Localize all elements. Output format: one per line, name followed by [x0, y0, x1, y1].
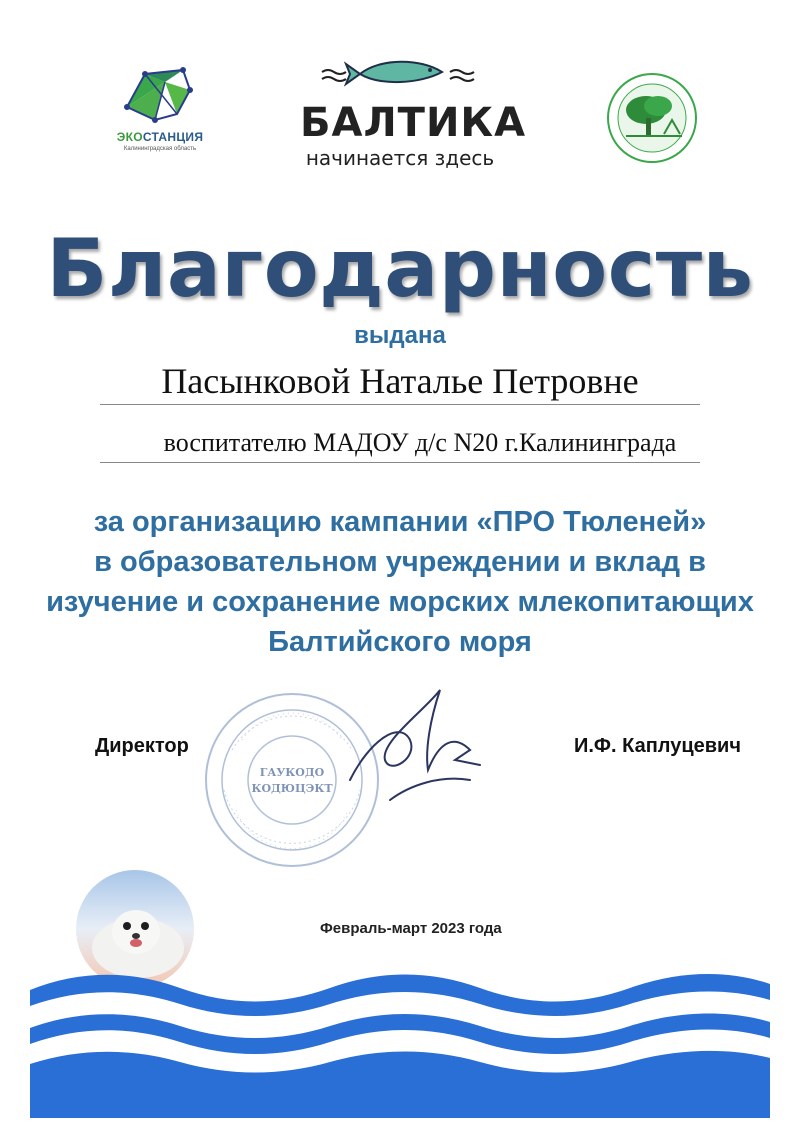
- reason-line: за организацию кампании «ПРО Тюленей»: [93, 506, 707, 538]
- reason-line: изучение и сохранение морских млекопитающих: [46, 586, 754, 618]
- reason-line: в образовательном учреждении и вклад в: [94, 546, 706, 578]
- tree-emblem-icon: [606, 72, 698, 164]
- baltika-title: БАЛТИКА: [300, 100, 527, 146]
- issued-label: выдана: [354, 322, 446, 349]
- recipient-name: Пасынковой Наталье Петровне: [100, 360, 700, 405]
- wave-decoration: [0, 960, 800, 1118]
- ecostation-subtitle: Калининградская область: [123, 146, 197, 152]
- waves-icon: [0, 960, 800, 1118]
- recipient-position: воспитателю МАДОУ д/с N20 г.Калининграда: [163, 428, 677, 457]
- stamp-center-line2: КОДЮЦЭКТ: [251, 782, 333, 795]
- ecostation-name: ЭКОСТАНЦИЯ: [116, 130, 204, 144]
- fish-icon: [300, 52, 500, 92]
- reason-text: [30, 502, 770, 662]
- handwritten-signature: [330, 680, 490, 820]
- ecology-center-logo: [606, 72, 698, 164]
- signature-icon: [330, 680, 490, 820]
- position-underline: [100, 462, 700, 463]
- director-label: Директор: [95, 735, 189, 757]
- reason-line: Балтийского моря: [268, 626, 532, 658]
- director-name: И.Ф. Каплуцевич: [574, 735, 741, 757]
- certificate-title: Благодарность: [46, 222, 754, 315]
- baltika-subtitle: начинается здесь: [305, 146, 495, 170]
- baltika-logo: [300, 52, 527, 172]
- stamp-center-line1: ГАУКОДО: [259, 766, 325, 779]
- ecostation-logo: [95, 62, 225, 162]
- date-text: Февраль-март 2023 года: [320, 920, 502, 937]
- ecostation-emblem-icon: [95, 62, 225, 132]
